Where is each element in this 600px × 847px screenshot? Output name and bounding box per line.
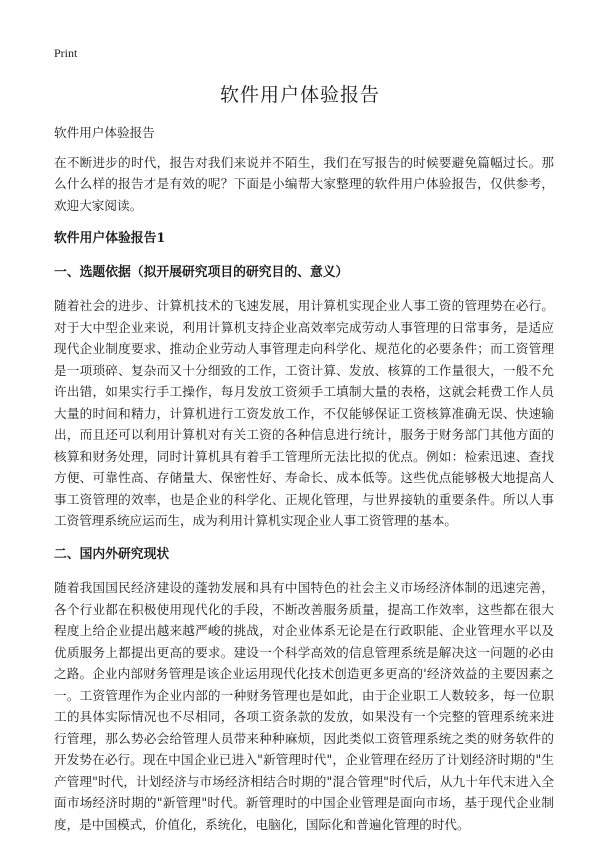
page-title: 软件用户体验报告 <box>219 84 380 106</box>
print-link[interactable]: Print <box>54 46 78 60</box>
section-heading-1: 一、选题依据（拟开展研究项目的研究目的、意义） <box>54 264 349 280</box>
section-heading-2: 二、国内外研究现状 <box>54 546 170 562</box>
section-paragraph-2: 随着我国国民经济建设的蓬勃发展和具有中国特色的社会主义市场经济体制的迅速完善，各个行业都在积极使用现代化的手段，不断改善服务质量，提高工作效率，这些都在很大程度上给企业提出越来越严峻的挑战，对企业体系无论是在行政职能、企业管理水平以及优质服务上都提出更高的要求。建设一个科学高效的信息管理系统是解决这一问题的必由之路。企业内部财务管理是该企业运用现代化技术创造更多更高的'经济效益的主要因素之一。工资管理作为企业内部的一种财务管理也是如此，由于企业职工人数较多，每一位职工的具体实际情况也不尽相同，各项工资条款的发放，如果没有一个完整的管理系统来进行管理，那么势必会给管理人员带来种种麻烦，因此类似工资管理系统之类的财务软件的开发势在必行。现在中国企业已进入"新管理时代"，企业管理在经历了计划经济时期的"生产管理"时代，计划经济与市场经济相结合时期的"混合管理"时代后，从九十年代末进入全面市场经济时期的"新管理"时代。新管理时的中国企业管理是面向市场，基于现代企业制度，是中国模式，价值化，系统化，电脑化，国际化和普遍化管理的时代。 <box>54 580 554 832</box>
report-heading: 软件用户体验报告1 <box>54 231 166 246</box>
document-body <box>54 122 554 847</box>
document-subtitle: 软件用户体验报告 <box>54 125 155 140</box>
section-paragraph-1: 随着社会的进步、计算机技术的飞速发展，用计算机实现企业人事工资的管理势在必行。对于大中型企业来说，利用计算机支持企业高效率完成劳动人事管理的日常事务，是适应现代企业制度要求、推动企业劳动人事管理走向科学化、规范化的必要条件；而工资管理是一项琐碎、复杂而又十分细致的工作，工资计算、发放、核算的工作量很大，一般不允许出错，如果实行手工操作，每月发放工资须手工填制大量的表格，这就会耗费工作人员大量的时间和精力，计算机进行工资发放工作，不仅能够保证工资核算准确无误、快速输出，而且还可以利用计算机对有关工资的各种信息进行统计，服务于财务部门其他方面的核算和财务处理，同时计算机具有着手工管理所无法比拟的优点。例如：检索迅速、查找方便、可靠性高、存储量大、保密性好、寿命长、成本低等。这些优点能够极大地提高人事工资管理的效率，也是企业的科学化、正规化管理，与世界接轨的重要条件。所以人事工资管理系统应运而生，成为利用计算机实现企业人事工资管理的基本。 <box>54 298 554 528</box>
intro-paragraph: 在不断进步的时代，报告对我们来说并不陌生，我们在写报告的时候要避免篇幅过长。那么什么样的报告才是有效的呢？下面是小编帮大家整理的软件用户体验报告，仅供参考，欢迎大家阅读。 <box>54 154 554 213</box>
